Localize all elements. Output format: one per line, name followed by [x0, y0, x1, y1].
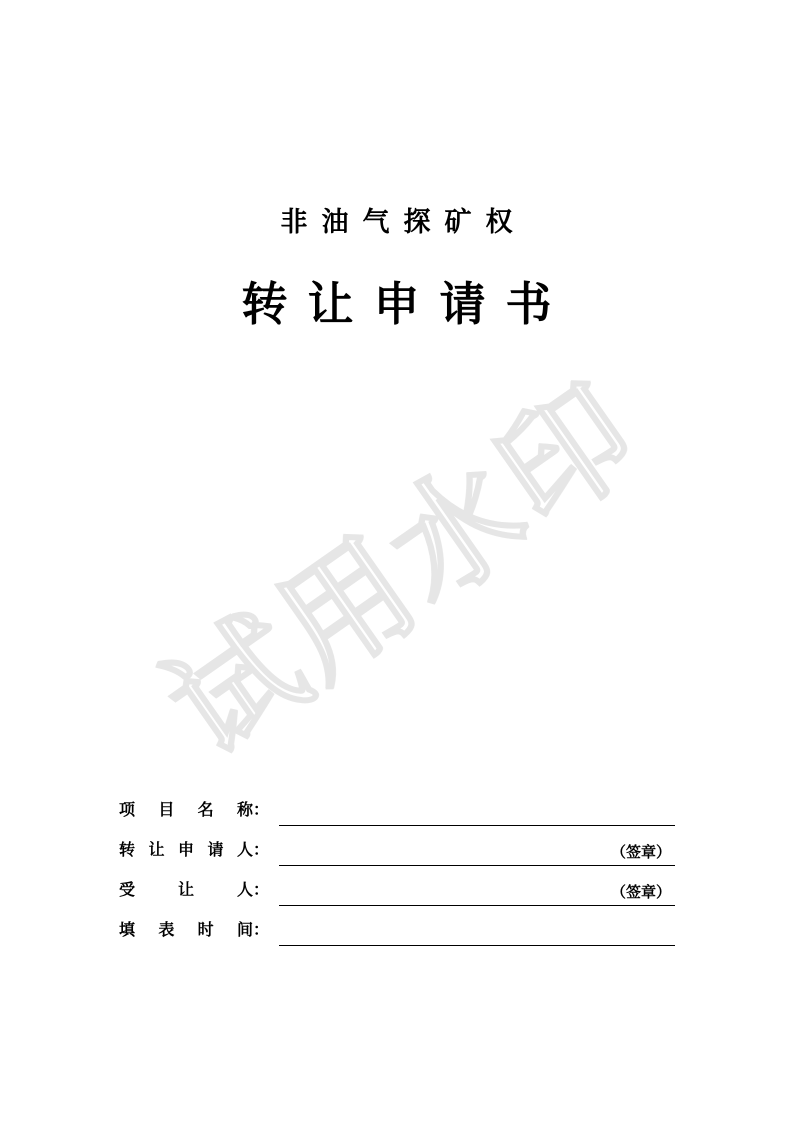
watermark-text: 试用水印	[142, 355, 668, 785]
title-block	[0, 205, 793, 334]
page-title: 转让申请书	[241, 277, 572, 332]
field-row-fill-date	[119, 908, 675, 946]
field-label-project-name	[119, 797, 279, 826]
field-seal-transferor: （签章）	[610, 843, 671, 861]
field-row-transferor	[119, 828, 675, 866]
field-label-fill-date-colon: ：	[253, 920, 270, 939]
field-label-transferor-colon: ：	[253, 840, 270, 859]
field-input-transferee[interactable]	[279, 879, 675, 906]
document-subtitle: 非油气探矿权	[280, 207, 527, 238]
field-input-transferor[interactable]	[279, 839, 675, 866]
field-row-transferee	[119, 868, 675, 906]
field-label-fill-date	[119, 917, 279, 946]
field-label-fill-date-text: 填 表 时 间	[119, 920, 253, 939]
field-input-project-name[interactable]	[279, 799, 675, 826]
field-label-project-name-colon: ：	[253, 800, 270, 819]
field-seal-transferee: （签章）	[610, 883, 671, 901]
field-label-transferor	[119, 837, 279, 866]
field-label-transferee	[119, 877, 279, 906]
field-input-fill-date[interactable]	[279, 919, 675, 946]
field-label-transferor-text: 转 让 申 请 人	[119, 840, 253, 859]
form-fields	[119, 788, 675, 948]
field-label-transferee-colon: ：	[253, 880, 270, 899]
field-label-project-name-text: 项 目 名 称	[119, 800, 253, 819]
field-row-project-name	[119, 788, 675, 826]
field-label-transferee-text: 受 让 人	[119, 880, 253, 899]
